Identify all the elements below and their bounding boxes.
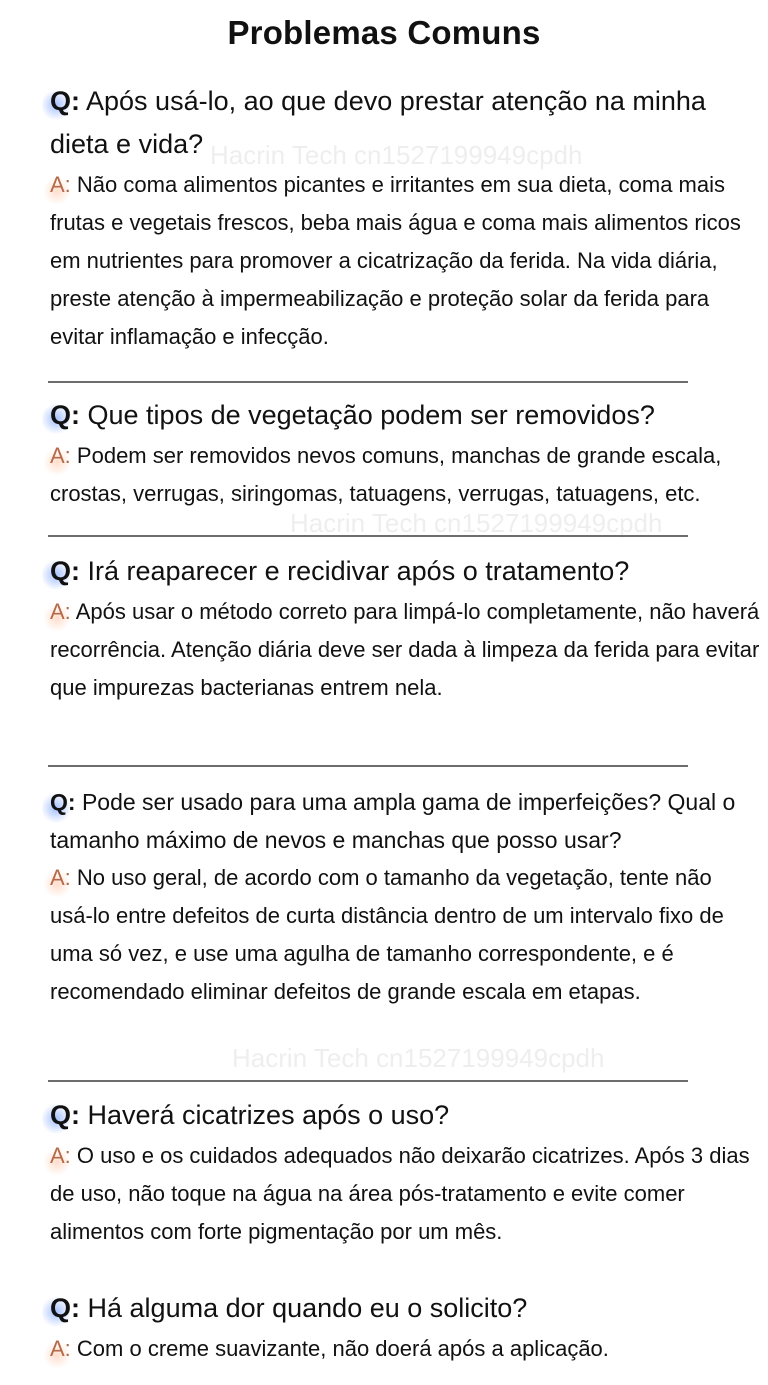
watermark: Hacrin Tech cn1527199949cpdh	[210, 140, 583, 170]
q-marker: Q:	[50, 789, 76, 815]
q-marker: Q:	[50, 556, 80, 586]
answer-text: Podem ser removidos nevos comuns, manchas de grande escala, crostas, verrugas, siringomas, tatuagens, verrugas, tatuagens, etc.	[50, 443, 722, 506]
faq-answer	[50, 859, 760, 1011]
a-marker: A:	[50, 443, 71, 468]
question-text: Haverá cicatrizes após o uso?	[87, 1100, 450, 1130]
question-text: Após usá-lo, ao que devo prestar atenção na minha dieta e vida?	[50, 86, 706, 159]
q-marker: Q:	[50, 86, 80, 116]
answer-text: Com o creme suavizante, não doerá após a aplicação.	[76, 1336, 609, 1361]
answer-text: No uso geral, de acordo com o tamanho da vegetação, tente não usá-lo entre defeitos de curta distância dentro de um intervalo fixo de uma só vez, e use uma agulha de tamanho correspondente, e é recomendado eliminar defeitos de grande escala em etapas.	[50, 865, 724, 1004]
question-text: Pode ser usado para uma ampla gama de imperfeições? Qual o tamanho máximo de nevos e manchas que posso usar?	[50, 789, 736, 853]
faq-answer	[50, 1137, 760, 1251]
faq-question	[50, 1287, 760, 1330]
faq-answer	[50, 437, 760, 513]
faq-item	[50, 783, 760, 1011]
faq-answer	[50, 593, 760, 707]
a-marker: A:	[50, 172, 71, 197]
faq-answer	[50, 1330, 760, 1368]
faq-item	[50, 550, 760, 707]
page-title: Problemas Comuns	[227, 14, 541, 51]
question-text: Há alguma dor quando eu o solicito?	[87, 1293, 528, 1323]
divider	[48, 1080, 688, 1082]
a-marker: A:	[50, 599, 71, 624]
q-marker: Q:	[50, 1293, 80, 1323]
faq-question	[50, 80, 760, 166]
answer-text: Após usar o método correto para limpá-lo completamente, não haverá recorrência. Atenção diária deve ser dada à limpeza da ferida para evitar que impurezas bacterianas entrem nela.	[50, 599, 760, 700]
faq-item	[50, 1094, 760, 1251]
divider	[48, 535, 688, 537]
divider	[48, 381, 688, 383]
faq-question	[50, 394, 760, 437]
faq-question	[50, 550, 760, 593]
a-marker: A:	[50, 1336, 71, 1361]
faq-question	[50, 783, 760, 859]
a-marker: A:	[50, 1143, 71, 1168]
q-marker: Q:	[50, 400, 80, 430]
faq-item	[50, 80, 760, 356]
answer-text: Não coma alimentos picantes e irritantes em sua dieta, coma mais frutas e vegetais frescos, beba mais água e coma mais alimentos ricos em nutrientes para promover a cicatrização da ferida. Na vida diária, preste atenção à impermeabilização e proteção solar da ferida para evitar inflamação e infecção.	[50, 172, 741, 349]
answer-text: O uso e os cuidados adequados não deixarão cicatrizes. Após 3 dias de uso, não toque na água na área pós-tratamento e evite comer alimentos com forte pigmentação por um mês.	[50, 1143, 750, 1244]
faq-item	[50, 1287, 760, 1368]
faq-answer	[50, 166, 760, 356]
watermark: Hacrin Tech cn1527199949cpdh	[232, 1043, 605, 1073]
watermark: Hacrin Tech cn1527199949cpdh	[290, 508, 663, 538]
a-marker: A:	[50, 865, 71, 890]
faq-question	[50, 1094, 760, 1137]
question-text: Que tipos de vegetação podem ser removidos?	[87, 400, 655, 430]
faq-item	[50, 394, 760, 513]
divider	[48, 765, 688, 767]
question-text: Irá reaparecer e recidivar após o tratamento?	[87, 556, 630, 586]
q-marker: Q:	[50, 1100, 80, 1130]
